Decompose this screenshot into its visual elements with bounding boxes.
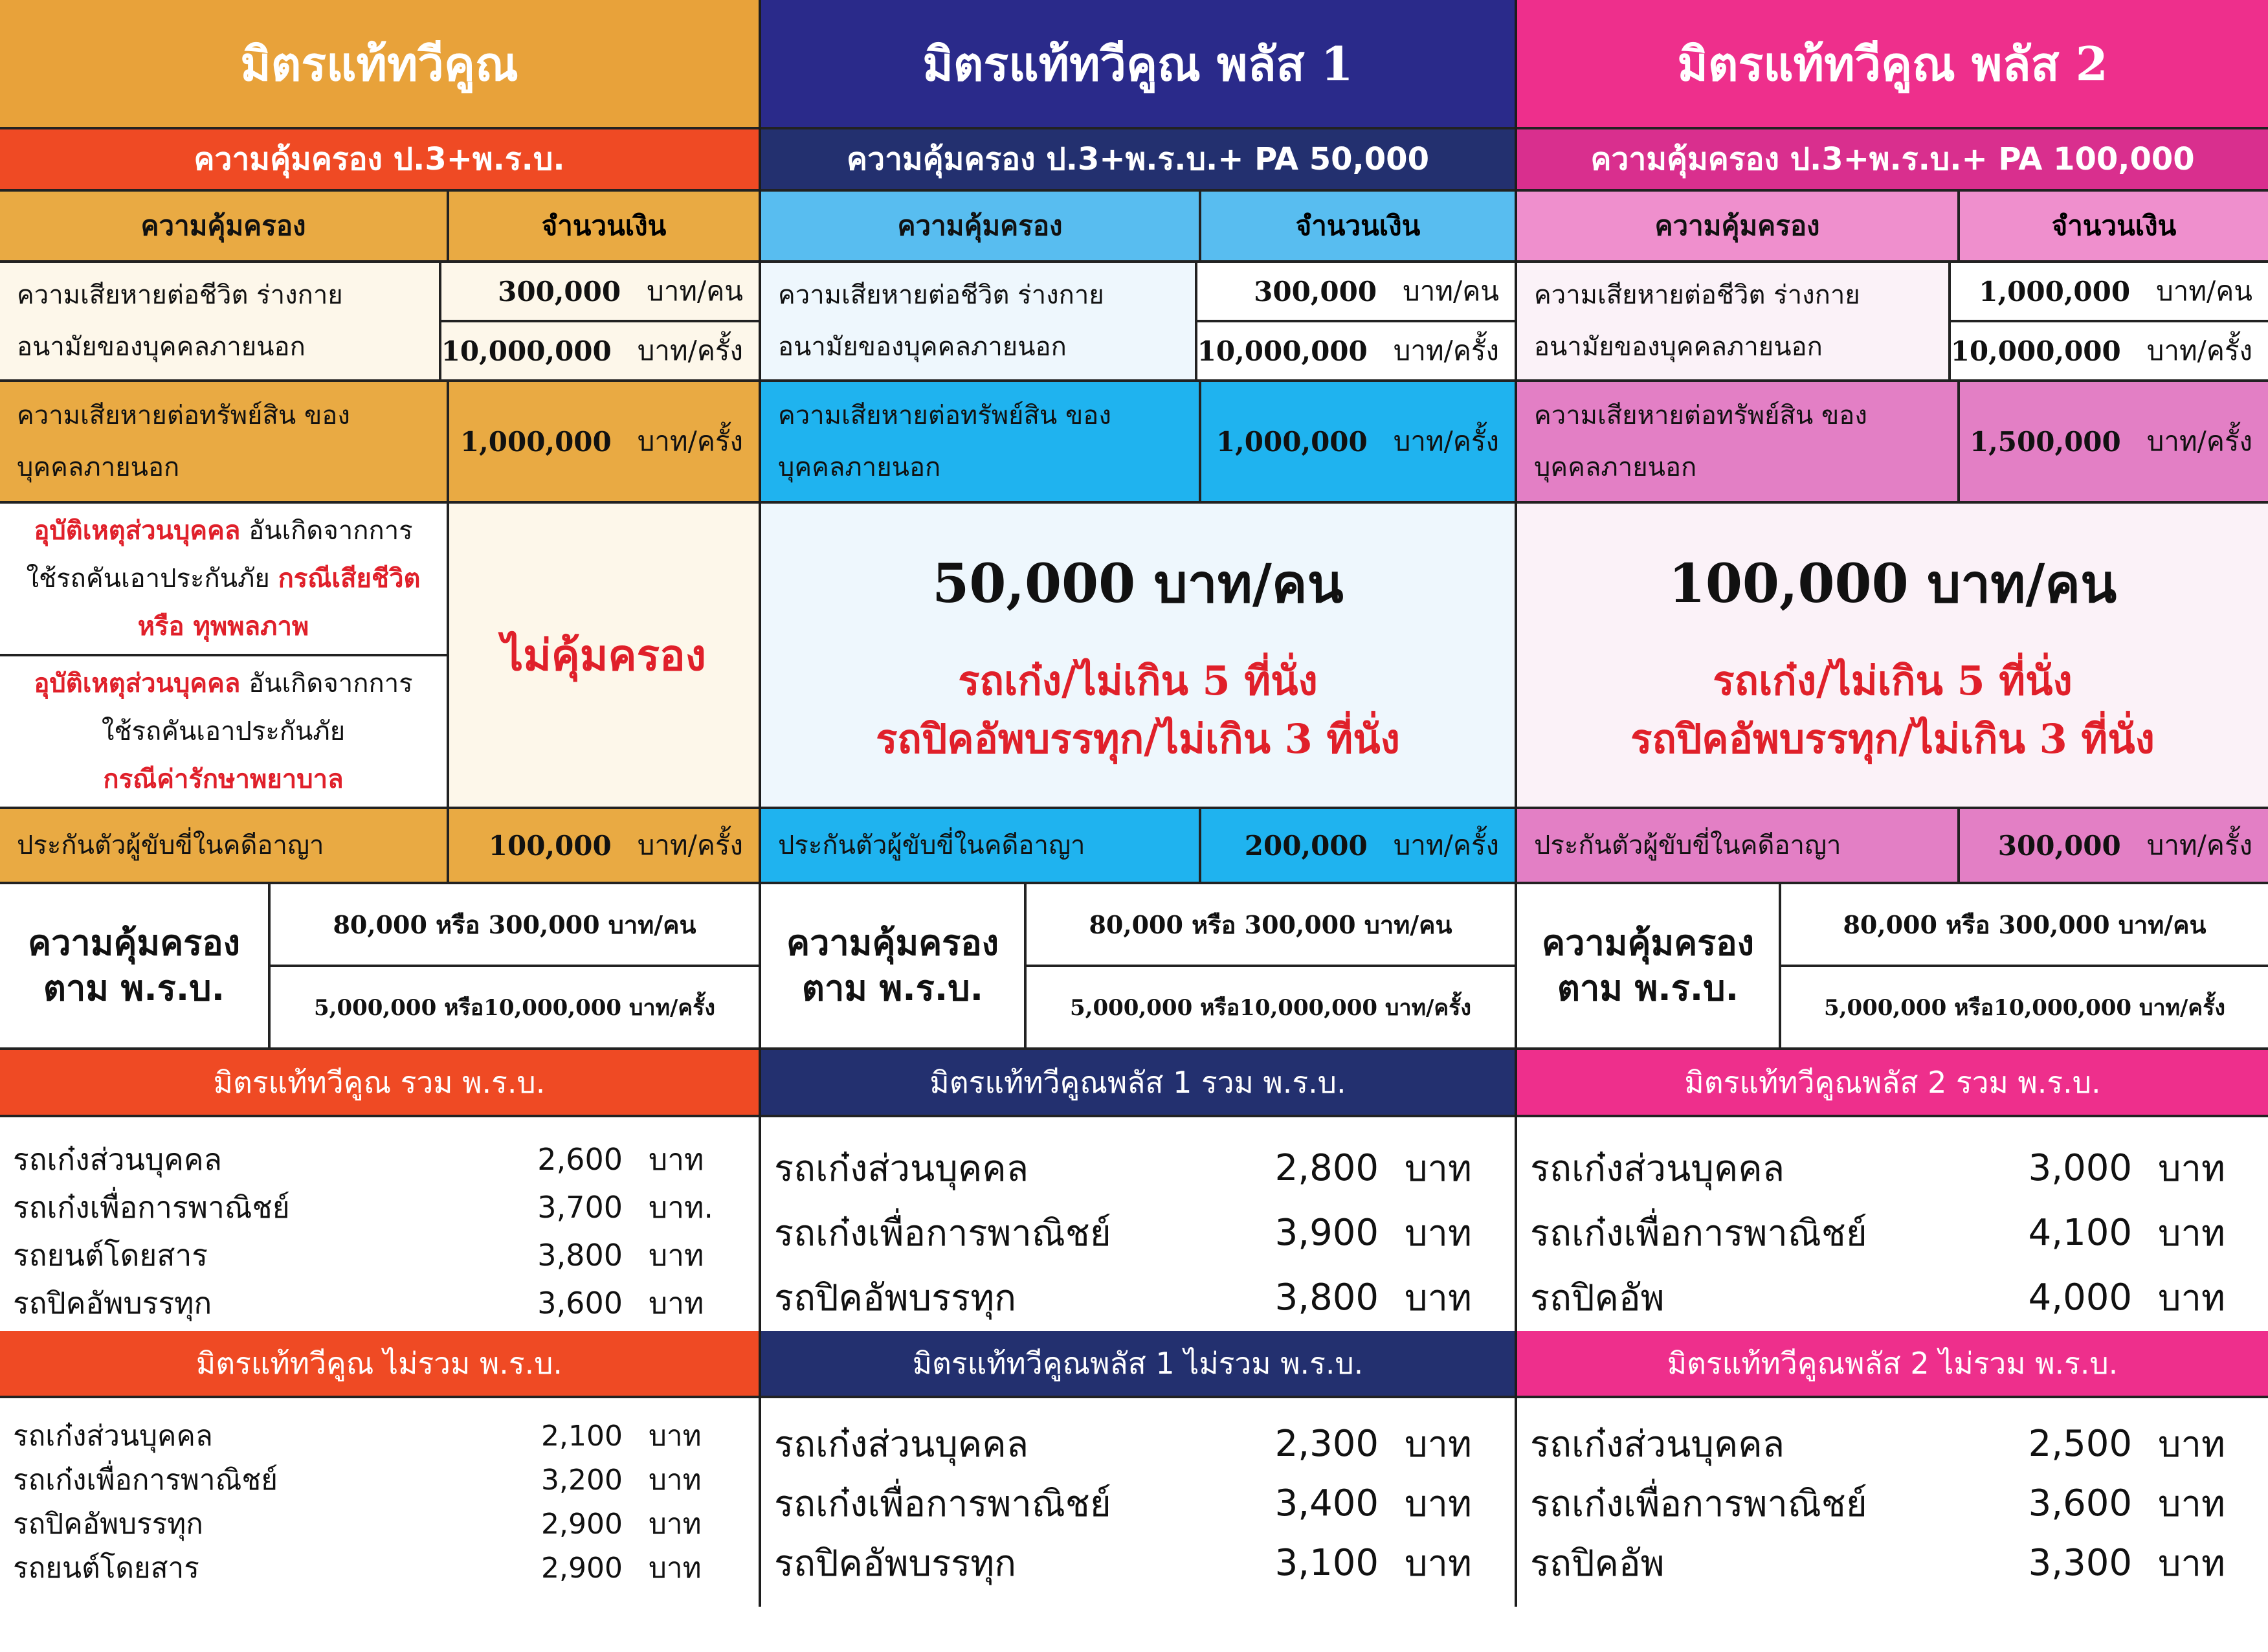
life-per-time: 10,000,000 บาท/ครั้ง xyxy=(1951,320,2268,379)
price-row xyxy=(761,1200,1515,1265)
price-row xyxy=(1517,1200,2268,1265)
price-row xyxy=(0,1231,759,1279)
property-amount: 1,000,000 บาท/ครั้ง xyxy=(460,425,743,458)
premium-price: 3,600 xyxy=(537,1286,623,1321)
currency-unit: บาท xyxy=(1405,1147,1472,1190)
compulsory-per-time: 5,000,000 หรือ10,000,000 บาท/ครั้ง xyxy=(1781,965,2268,1047)
bail-row xyxy=(1517,809,2268,884)
bail-amount: 200,000 บาท/ครั้ง xyxy=(1244,829,1499,862)
property-row xyxy=(1517,382,2268,504)
price-row xyxy=(0,1414,759,1458)
section-excl-title: มิตรแท้ทวีคูณพลัส 2 ไม่รวม พ.ร.บ. xyxy=(1517,1331,2268,1398)
currency-unit: บาท xyxy=(1405,1423,1472,1466)
currency-unit: บาท xyxy=(2158,1212,2225,1255)
price-row xyxy=(1517,1265,2268,1330)
premium-price: 3,100 xyxy=(1274,1541,1379,1584)
property-amount: 1,000,000 บาท/ครั้ง xyxy=(1216,425,1499,458)
life-label: ความเสียหายต่อชีวิต ร่างกาย อนามัยของบุคคลภายนอก xyxy=(0,263,441,379)
life-row xyxy=(761,263,1515,382)
life-label: ความเสียหายต่อชีวิต ร่างกาย อนามัยของบุคคลภายนอก xyxy=(1517,263,1951,379)
price-row xyxy=(761,1135,1515,1200)
price-list-excl xyxy=(0,1398,759,1607)
vehicle-type: รถเก๋งส่วนบุคคล xyxy=(13,1420,213,1453)
life-row xyxy=(0,263,759,382)
plan-title: มิตรแท้ทวีคูณ พลัส 1 xyxy=(761,0,1515,129)
header-coverage: ความคุ้มครอง xyxy=(1517,192,1960,260)
table-header xyxy=(761,192,1515,263)
vehicle-type: รถเก๋งเพื่อการพาณิชย์ xyxy=(1530,1212,1867,1255)
price-list-incl xyxy=(761,1117,1515,1331)
plan-column-2 xyxy=(761,0,1517,1607)
vehicle-type: รถยนต์โดยสาร xyxy=(13,1237,208,1273)
property-row xyxy=(761,382,1515,504)
table-header xyxy=(1517,192,2268,263)
price-row xyxy=(761,1533,1515,1592)
accident-death-text: อุบัติเหตุส่วนบุคคล อันเกิดจากการ ใช้รถคันเอาประกันภัย กรณีเสียชีวิต หรือ ทุพพลภาพ xyxy=(0,504,449,656)
pa-seats-sedan: รถเก๋ง/ไม่เกิน 5 ที่นั่ง xyxy=(1713,657,2073,704)
pa-seats-sedan: รถเก๋ง/ไม่เกิน 5 ที่นั่ง xyxy=(958,657,1318,704)
price-list-incl xyxy=(0,1117,759,1331)
premium-price: 2,100 xyxy=(541,1419,623,1453)
vehicle-type: รถเก๋งส่วนบุคคล xyxy=(1530,1423,1785,1466)
life-per-person: 1,000,000 บาท/คน xyxy=(1979,275,2252,307)
life-per-person: 300,000 บาท/คน xyxy=(498,275,743,307)
premium-price: 2,900 xyxy=(541,1507,623,1541)
vehicle-type: รถปิคอัพบรรทุก xyxy=(13,1285,212,1321)
premium-price: 3,000 xyxy=(2028,1146,2132,1189)
price-row xyxy=(0,1502,759,1546)
price-row xyxy=(0,1458,759,1502)
price-row xyxy=(1517,1533,2268,1592)
life-per-time: 10,000,000 บาท/ครั้ง xyxy=(441,320,759,379)
currency-unit: บาท xyxy=(649,1420,702,1453)
life-label: ความเสียหายต่อชีวิต ร่างกาย อนามัยของบุคคลภายนอก xyxy=(761,263,1197,379)
plan-column-3 xyxy=(1517,0,2268,1607)
compulsory-per-person: 80,000 หรือ 300,000 บาท/คน xyxy=(1089,910,1452,939)
life-per-person: 300,000 บาท/คน xyxy=(1254,275,1499,307)
vehicle-type: รถปิคอัพบรรทุก xyxy=(13,1508,203,1541)
table-header xyxy=(0,192,759,263)
premium-price: 4,100 xyxy=(2028,1211,2132,1254)
section-excl-title: มิตรแท้ทวีคูณพลัส 1 ไม่รวม พ.ร.บ. xyxy=(761,1331,1515,1398)
premium-price: 3,700 xyxy=(537,1190,623,1225)
header-amount: จำนวนเงิน xyxy=(541,210,667,241)
compulsory-coverage xyxy=(761,884,1515,1050)
price-row xyxy=(0,1183,759,1231)
header-amount: จำนวนเงิน xyxy=(1295,210,1421,241)
compulsory-label: ความคุ้มครอง ตาม พ.ร.บ. xyxy=(1517,884,1781,1047)
pa-seats-pickup: รถปิคอัพบรรทุก/ไม่เกิน 3 ที่นั่ง xyxy=(1630,715,2155,763)
plan-title: มิตรแท้ทวีคูณ xyxy=(0,0,759,129)
pa-amount: 100,000 บาท/คน xyxy=(1668,553,2117,615)
compulsory-label: ความคุ้มครอง ตาม พ.ร.บ. xyxy=(761,884,1027,1047)
price-row xyxy=(0,1279,759,1327)
property-row xyxy=(0,382,759,504)
section-incl-title: มิตรแท้ทวีคูณพลัส 1 รวม พ.ร.บ. xyxy=(761,1050,1515,1117)
currency-unit: บาท xyxy=(1405,1212,1472,1255)
premium-price: 2,600 xyxy=(537,1142,623,1177)
vehicle-type: รถเก๋งส่วนบุคคล xyxy=(774,1147,1029,1190)
compulsory-label: ความคุ้มครอง ตาม พ.ร.บ. xyxy=(0,884,271,1047)
vehicle-type: รถเก๋งเพื่อการพาณิชย์ xyxy=(13,1464,278,1497)
life-row xyxy=(1517,263,2268,382)
bail-label: ประกันตัวผู้ขับขี่ในคดีอาญา xyxy=(1517,809,1960,882)
premium-price: 2,900 xyxy=(541,1551,623,1585)
currency-unit: บาท xyxy=(649,1464,702,1497)
vehicle-type: รถเก๋งส่วนบุคคล xyxy=(1530,1147,1785,1190)
property-label: ความเสียหายต่อทรัพย์สิน ของบุคคลภายนอก xyxy=(1517,382,1960,501)
premium-price: 3,600 xyxy=(2028,1482,2132,1524)
plan-subtitle: ความคุ้มครอง ป.3+พ.ร.บ.+ PA 100,000 xyxy=(1517,129,2268,192)
price-list-excl xyxy=(1517,1398,2268,1607)
currency-unit: บาท xyxy=(2158,1482,2225,1525)
pa-amount: 50,000 บาท/คน xyxy=(932,553,1344,615)
premium-price: 4,000 xyxy=(2028,1276,2132,1319)
bail-label: ประกันตัวผู้ขับขี่ในคดีอาญา xyxy=(761,809,1201,882)
vehicle-type: รถปิคอัพบรรทุก xyxy=(774,1542,1017,1585)
price-row xyxy=(1517,1414,2268,1473)
header-coverage: ความคุ้มครอง xyxy=(761,192,1201,260)
price-list-excl xyxy=(761,1398,1515,1607)
price-row xyxy=(1517,1135,2268,1200)
accident-section xyxy=(0,504,759,809)
currency-unit: บาท xyxy=(649,1285,704,1321)
pa-coverage-section xyxy=(761,504,1515,809)
premium-price: 3,800 xyxy=(1274,1276,1379,1319)
plan-subtitle: ความคุ้มครอง ป.3+พ.ร.บ.+ PA 50,000 xyxy=(761,129,1515,192)
premium-price: 2,300 xyxy=(1274,1422,1379,1465)
compulsory-per-time: 5,000,000 หรือ10,000,000 บาท/ครั้ง xyxy=(1027,965,1515,1047)
price-row xyxy=(0,1135,759,1183)
bail-row xyxy=(761,809,1515,884)
compulsory-per-person: 80,000 หรือ 300,000 บาท/คน xyxy=(333,910,696,939)
currency-unit: บาท xyxy=(2158,1542,2225,1585)
currency-unit: บาท xyxy=(649,1141,704,1177)
bail-amount: 100,000 บาท/ครั้ง xyxy=(488,829,743,862)
pa-seats-pickup: รถปิคอัพบรรทุก/ไม่เกิน 3 ที่นั่ง xyxy=(876,715,1400,763)
premium-price: 3,300 xyxy=(2028,1541,2132,1584)
bail-row xyxy=(0,809,759,884)
price-row xyxy=(0,1546,759,1590)
pa-coverage-section xyxy=(1517,504,2268,809)
premium-price: 3,900 xyxy=(1274,1211,1379,1254)
vehicle-type: รถปิคอัพ xyxy=(1530,1542,1665,1585)
vehicle-type: รถเก๋งส่วนบุคคล xyxy=(13,1141,222,1177)
not-covered-label: ไม่คุ้มครอง xyxy=(502,630,706,680)
premium-price: 3,200 xyxy=(541,1463,623,1497)
currency-unit: บาท xyxy=(649,1508,702,1541)
property-amount: 1,500,000 บาท/ครั้ง xyxy=(1969,425,2252,458)
premium-price: 2,800 xyxy=(1274,1146,1379,1189)
compulsory-per-person: 80,000 หรือ 300,000 บาท/คน xyxy=(1843,910,2207,939)
vehicle-type: รถเก๋งเพื่อการพาณิชย์ xyxy=(13,1189,290,1225)
vehicle-type: รถปิคอัพ xyxy=(1530,1277,1665,1319)
currency-unit: บาท xyxy=(2158,1423,2225,1466)
section-incl-title: มิตรแท้ทวีคูณ รวม พ.ร.บ. xyxy=(0,1050,759,1117)
plan-subtitle: ความคุ้มครอง ป.3+พ.ร.บ. xyxy=(0,129,759,192)
premium-price: 2,500 xyxy=(2028,1422,2132,1465)
currency-unit: บาท xyxy=(1405,1277,1472,1319)
bail-amount: 300,000 บาท/ครั้ง xyxy=(1997,829,2252,862)
price-row xyxy=(761,1414,1515,1473)
price-row xyxy=(1517,1473,2268,1533)
header-coverage: ความคุ้มครอง xyxy=(0,192,449,260)
compulsory-coverage xyxy=(0,884,759,1050)
currency-unit: บาท. xyxy=(649,1189,713,1225)
currency-unit: บาท xyxy=(2158,1147,2225,1190)
section-excl-title: มิตรแท้ทวีคูณ ไม่รวม พ.ร.บ. xyxy=(0,1331,759,1398)
accident-medical-text: อุบัติเหตุส่วนบุคคล อันเกิดจากการ ใช้รถคันเอาประกันภัย กรณีค่ารักษาพยาบาล xyxy=(0,656,449,807)
life-per-time: 10,000,000 บาท/ครั้ง xyxy=(1197,320,1515,379)
header-amount: จำนวนเงิน xyxy=(2051,210,2177,241)
vehicle-type: รถเก๋งเพื่อการพาณิชย์ xyxy=(1530,1482,1867,1525)
premium-price: 3,400 xyxy=(1274,1482,1379,1524)
compulsory-coverage xyxy=(1517,884,2268,1050)
property-label: ความเสียหายต่อทรัพย์สิน ของบุคคลภายนอก xyxy=(0,382,449,501)
currency-unit: บาท xyxy=(2158,1277,2225,1319)
vehicle-type: รถเก๋งส่วนบุคคล xyxy=(774,1423,1029,1466)
currency-unit: บาท xyxy=(649,1237,704,1273)
section-incl-title: มิตรแท้ทวีคูณพลัส 2 รวม พ.ร.บ. xyxy=(1517,1050,2268,1117)
vehicle-type: รถเก๋งเพื่อการพาณิชย์ xyxy=(774,1482,1111,1525)
price-row xyxy=(761,1265,1515,1330)
plan-column-1 xyxy=(0,0,761,1607)
bail-label: ประกันตัวผู้ขับขี่ในคดีอาญา xyxy=(0,809,449,882)
premium-price: 3,800 xyxy=(537,1238,623,1273)
vehicle-type: รถยนต์โดยสาร xyxy=(13,1552,199,1585)
compulsory-per-time: 5,000,000 หรือ10,000,000 บาท/ครั้ง xyxy=(271,965,759,1047)
vehicle-type: รถเก๋งเพื่อการพาณิชย์ xyxy=(774,1212,1111,1255)
currency-unit: บาท xyxy=(649,1552,702,1585)
plan-title: มิตรแท้ทวีคูณ พลัส 2 xyxy=(1517,0,2268,129)
price-list-incl xyxy=(1517,1117,2268,1331)
price-row xyxy=(761,1473,1515,1533)
property-label: ความเสียหายต่อทรัพย์สิน ของบุคคลภายนอก xyxy=(761,382,1201,501)
currency-unit: บาท xyxy=(1405,1482,1472,1525)
vehicle-type: รถปิคอัพบรรทุก xyxy=(774,1277,1017,1319)
currency-unit: บาท xyxy=(1405,1542,1472,1585)
